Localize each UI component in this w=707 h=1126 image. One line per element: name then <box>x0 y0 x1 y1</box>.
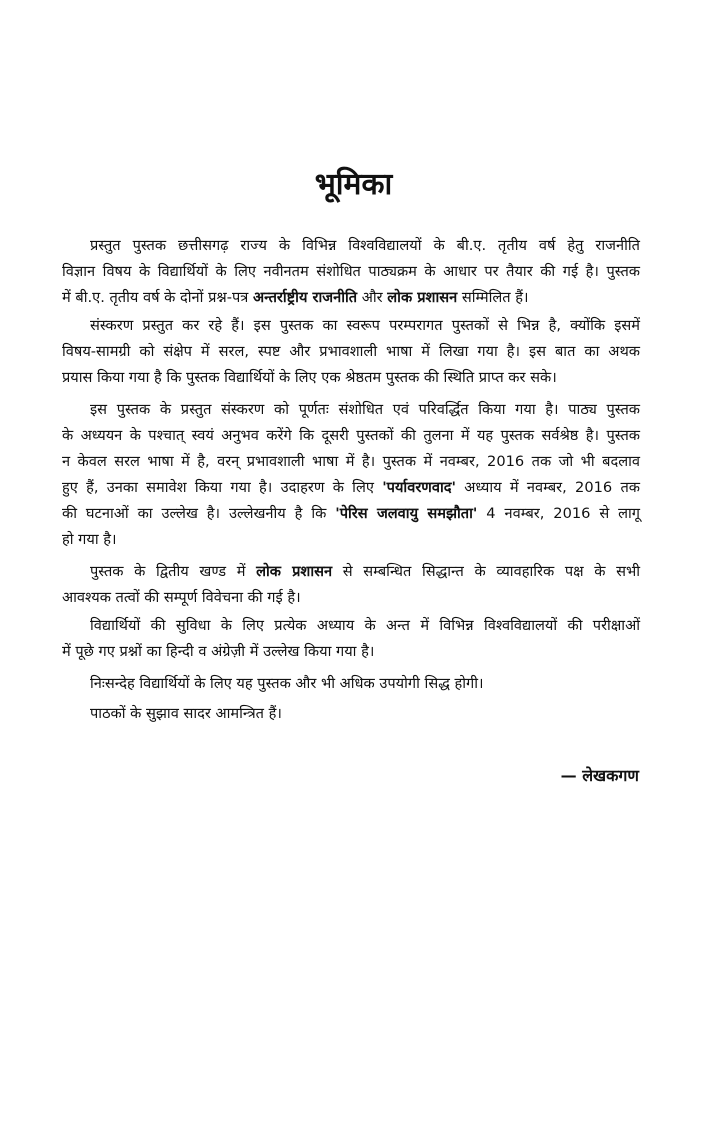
text-segment: विषय-सामग्री को संक्षेप में सरल, स्पष्ट और प्रभावशाली भाषा में लिखा गया है। इस बात का अथक <box>62 343 640 360</box>
bold-text: अन्तर्राष्ट्रीय राजनीति <box>252 289 358 306</box>
text-line <box>90 704 640 724</box>
text-line <box>90 236 640 256</box>
text-segment: पुस्तक के द्वितीय खण्ड में <box>90 563 257 580</box>
text-segment: की घटनाओं का उल्लेख है। उल्लेखनीय है कि <box>62 505 336 522</box>
text-segment: विद्यार्थियों की सुविधा के लिए प्रत्येक अध्याय के अन्त में विभिन्न विश्वविद्यालयों की परीक्षाओं <box>90 617 640 634</box>
text-segment: और <box>357 289 388 306</box>
text-line <box>62 288 640 308</box>
text-segment: 4 नवम्बर, 2016 से लागू <box>477 505 641 522</box>
text-segment: इस पुस्तक के प्रस्तुत संस्करण को पूर्णतः संशोधित एवं परिवर्द्धित किया गया है। पाठ्य पुस्तक <box>90 401 640 418</box>
text-segment: संस्करण प्रस्तुत कर रहे हैं। इस पुस्तक का स्वरूप परम्परागत पुस्तकों से भिन्न है, क्योंकि इसमें <box>90 317 640 334</box>
text-line <box>62 530 640 550</box>
text-segment: हो गया है। <box>62 531 117 548</box>
text-segment: से सम्बन्धित सिद्धान्त के व्यावहारिक पक्ष के सभी <box>332 563 641 580</box>
text-line <box>62 426 640 446</box>
text-line <box>90 316 640 336</box>
text-segment: विज्ञान विषय के विद्यार्थियों के लिए नवीनतम संशोधित पाठ्यक्रम के आधार पर तैयार की गई है। पुस्तक <box>62 263 640 280</box>
text-segment: के अध्ययन के पश्चात् स्वयं अनुभव करेंगे कि दूसरी पुस्तकों की तुलना में यह पुस्तक सर्वश्रेष्ठ है। पुस्तक <box>62 427 640 444</box>
text-line <box>62 642 640 662</box>
text-segment: न केवल सरल भाषा में है, वरन् प्रभावशाली भाषा में है। पुस्तक में नवम्बर, 2016 तक जो भी बदलाव <box>62 453 640 470</box>
text-line <box>90 400 640 420</box>
text-line <box>90 562 640 582</box>
text-segment: पाठकों के सुझाव सादर आमन्त्रित हैं। <box>90 705 282 722</box>
text-segment: में पूछे गए प्रश्नों का हिन्दी व अंग्रेज़ी में उल्लेख किया गया है। <box>62 643 375 660</box>
page-title: भूमिका <box>314 167 393 202</box>
bold-text: लोक प्रशासन <box>256 563 333 580</box>
text-line <box>62 452 640 472</box>
text-line <box>90 616 640 636</box>
text-line <box>62 342 640 362</box>
text-line <box>62 588 640 608</box>
text-segment: में बी.ए. तृतीय वर्ष के दोनों प्रश्न-पत्र <box>62 289 253 306</box>
text-segment: अध्याय में नवम्बर, 2016 तक <box>455 479 640 496</box>
text-segment: प्रस्तुत पुस्तक छत्तीसगढ़ राज्य के विभिन्न विश्वविद्यालयों के बी.ए. तृतीय वर्ष हेतु राजनीति <box>90 237 640 254</box>
bold-text: 'पर्यावरणवाद' <box>382 479 456 496</box>
text-line <box>62 504 640 524</box>
text-segment: निःसन्देह विद्यार्थियों के लिए यह पुस्तक और भी अधिक उपयोगी सिद्ध होगी। <box>90 675 484 692</box>
text-line <box>62 478 640 498</box>
text-segment: आवश्यक तत्वों की सम्पूर्ण विवेचना की गई है। <box>62 589 301 606</box>
text-segment: सम्मिलित हैं। <box>457 289 529 306</box>
text-segment: हुए हैं, उनका समावेश किया गया है। उदाहरण के लिए <box>62 479 383 496</box>
text-segment: प्रयास किया गया है कि पुस्तक विद्यार्थियों के लिए एक श्रेष्ठतम पुस्तक की स्थिति प्राप्त कर सके। <box>62 369 557 386</box>
text-line <box>62 368 640 388</box>
text-line <box>62 262 640 282</box>
bold-text: 'पेरिस जलवायु समझौता' <box>335 505 478 522</box>
signature: — लेखकगण <box>560 766 639 785</box>
text-line <box>90 674 640 694</box>
bold-text: लोक प्रशासन <box>387 289 458 306</box>
